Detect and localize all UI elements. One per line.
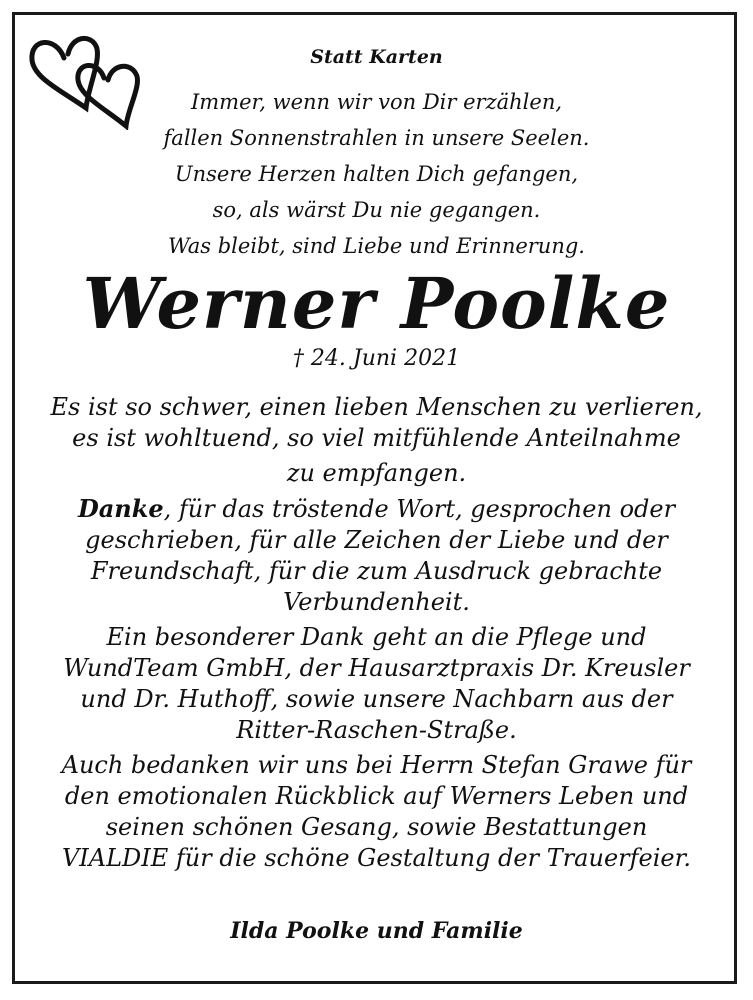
text-line: und Dr. Huthoff, sowie unsere Nachbarn aus der <box>80 685 673 713</box>
text-line: Freundschaft, für die zum Ausdruck gebrachte <box>90 557 663 585</box>
paragraph-thanks <box>0 493 753 618</box>
poem-line: Was bleibt, sind Liebe und Erinnerung. <box>168 234 585 258</box>
text-line: Es ist so schwer, einen lieben Menschen zu verlieren, <box>50 393 703 421</box>
poem-line: Unsere Herzen halten Dich gefangen, <box>174 162 579 186</box>
poem-line: fallen Sonnenstrahlen in unsere Seelen. <box>163 126 590 150</box>
text-fragment: , für das tröstende Wort, gesprochen oder <box>163 495 676 523</box>
deceased-name: Werner Poolke <box>82 262 671 345</box>
text-line: Auch bedanken wir uns bei Herrn Stefan Grawe für <box>61 751 692 779</box>
signature: Ilda Poolke und Familie <box>230 918 523 944</box>
paragraph-condolence <box>0 392 753 489</box>
poem <box>0 84 753 264</box>
text-line: Verbundenheit. <box>283 588 470 616</box>
text-line: geschrieben, für alle Zeichen der Liebe und der <box>85 526 668 554</box>
death-date: † 24. Juni 2021 <box>292 346 461 371</box>
text-line: VIALDIE für die schöne Gestaltung der Trauerfeier. <box>61 844 692 872</box>
text-line: Ritter-Raschen-Straße. <box>236 716 517 744</box>
text-line <box>0 493 753 525</box>
text-line: seinen schönen Gesang, sowie Bestattungen <box>105 813 648 841</box>
thanks-text <box>0 392 753 878</box>
text-line: zu empfangen. <box>286 459 467 487</box>
poem-line: so, als wärst Du nie gegangen. <box>212 198 541 222</box>
text-line: WundTeam GmbH, der Hausarztpraxis Dr. Kreusler <box>63 654 690 682</box>
text-line: Ein besonderer Dank geht an die Pflege und <box>106 623 647 651</box>
header-text: Statt Karten <box>310 46 443 68</box>
thanks-emphasis: Danke <box>77 494 164 523</box>
paragraph-special-thanks <box>0 622 753 746</box>
text-line: den emotionalen Rückblick auf Werners Leben und <box>64 782 689 810</box>
text-line: es ist wohltuend, so viel mitfühlende Anteilnahme <box>72 424 681 452</box>
poem-line: Immer, wenn wir von Dir erzählen, <box>190 90 563 114</box>
paragraph-acknowledgement <box>0 750 753 874</box>
